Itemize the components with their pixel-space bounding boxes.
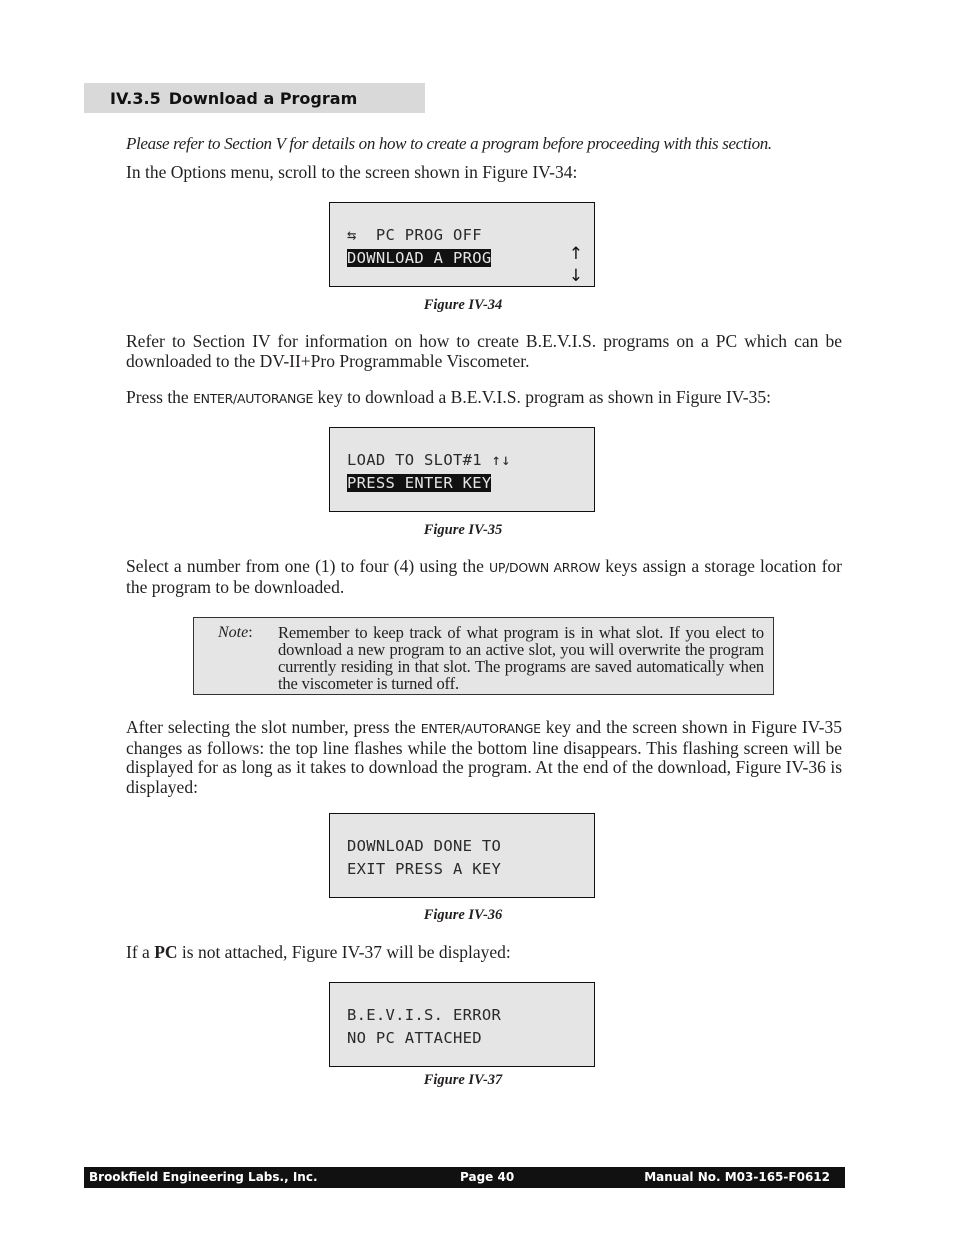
text-fragment: Select a number from one (1) to four (4) using the — [126, 556, 489, 576]
lcd-line-1: LOAD TO SLOT#1 ↑↓ — [347, 451, 511, 469]
note-label-colon: : — [248, 624, 253, 641]
lcd-line-1: B.E.V.I.S. ERROR — [347, 1006, 502, 1024]
caption-figure-iv-34: Figure IV-34 — [423, 297, 503, 313]
text-fragment: key to download a B.E.V.I.S. program as shown in Figure IV-35: — [313, 387, 771, 407]
intro-note: Please refer to Section V for details on how to create a program before proceeding with this section. — [126, 134, 772, 153]
lcd-line-2: NO PC ATTACHED — [347, 1029, 482, 1047]
key-name: UP/DOWN ARROW — [489, 560, 601, 575]
text-fragment: Press the — [126, 387, 194, 407]
key-name: ENTER/AUTORANGE — [193, 391, 314, 406]
caption-figure-iv-36: Figure IV-36 — [423, 907, 503, 923]
lcd-line-1: ⇆ PC PROG OFF — [347, 226, 482, 244]
footer-manual-number: Manual No. M03-165-F0612 — [644, 1170, 830, 1184]
down-arrow-icon: ↓ — [568, 266, 583, 286]
section-number: IV.3.5 — [110, 89, 161, 108]
lcd-figure-iv-36 — [329, 813, 595, 898]
lcd-figure-iv-34 — [329, 202, 595, 287]
up-arrow-icon: ↑ — [568, 244, 583, 264]
paragraph-after-selecting — [126, 718, 842, 797]
note-text: Remember to keep track of what program is in what slot. If you elect to download a new program to an active slot, you will overwrite the program currently residing in that slot. The programs are saved automatically when the viscometer is turned off. — [278, 623, 764, 693]
lcd-line-1: DOWNLOAD DONE TO — [347, 837, 502, 855]
caption-figure-iv-35: Figure IV-35 — [423, 522, 503, 538]
section-title-text: Download a Program — [168, 89, 358, 108]
lcd-highlighted-text: PRESS ENTER KEY — [347, 474, 492, 492]
lcd-figure-iv-35 — [329, 427, 595, 512]
lcd-line-2 — [347, 473, 491, 493]
paragraph-pc-not-attached — [126, 943, 842, 963]
text-fragment: After selecting the slot number, press the — [126, 717, 421, 737]
footer-company: Brookfield Engineering Labs., Inc. — [89, 1170, 318, 1184]
footer-page-number: Page 40 — [460, 1170, 515, 1184]
bold-pc: PC — [154, 942, 178, 962]
paragraph-select-slot — [126, 557, 842, 597]
text-fragment: keys assign a storage location for the program to be downloaded. — [126, 556, 842, 597]
lcd-line-2: EXIT PRESS A KEY — [347, 860, 502, 878]
section-title — [110, 88, 357, 110]
paragraph-press-enter — [126, 388, 842, 409]
key-name: ENTER/AUTORANGE — [420, 721, 541, 736]
text-fragment: is not attached, Figure IV-37 will be displayed: — [177, 942, 511, 962]
paragraph-options-menu: In the Options menu, scroll to the screen shown in Figure IV-34: — [126, 162, 578, 182]
text-fragment: If a — [126, 942, 155, 962]
note-label-text: Note — [218, 624, 249, 641]
lcd-line-2 — [347, 248, 491, 268]
lcd-highlighted-text: DOWNLOAD A PROG — [347, 249, 492, 267]
caption-figure-iv-37: Figure IV-37 — [423, 1072, 503, 1088]
lcd-figure-iv-37 — [329, 982, 595, 1067]
note-box — [193, 617, 774, 695]
paragraph-refer-section-iv: Refer to Section IV for information on how to create B.E.V.I.S. programs on a PC which can be downloaded to the DV-II+Pro Programmable Viscometer. — [126, 331, 842, 371]
text-fragment: key and the screen shown in Figure IV-35 changes as follows: the top line flashes while the bottom line disappears. This flashing screen will be displayed for as long as it takes to download the program. At the end of the download, Figure IV-36 is displayed: — [126, 717, 843, 797]
page-footer — [84, 1167, 845, 1188]
note-label — [218, 624, 253, 642]
